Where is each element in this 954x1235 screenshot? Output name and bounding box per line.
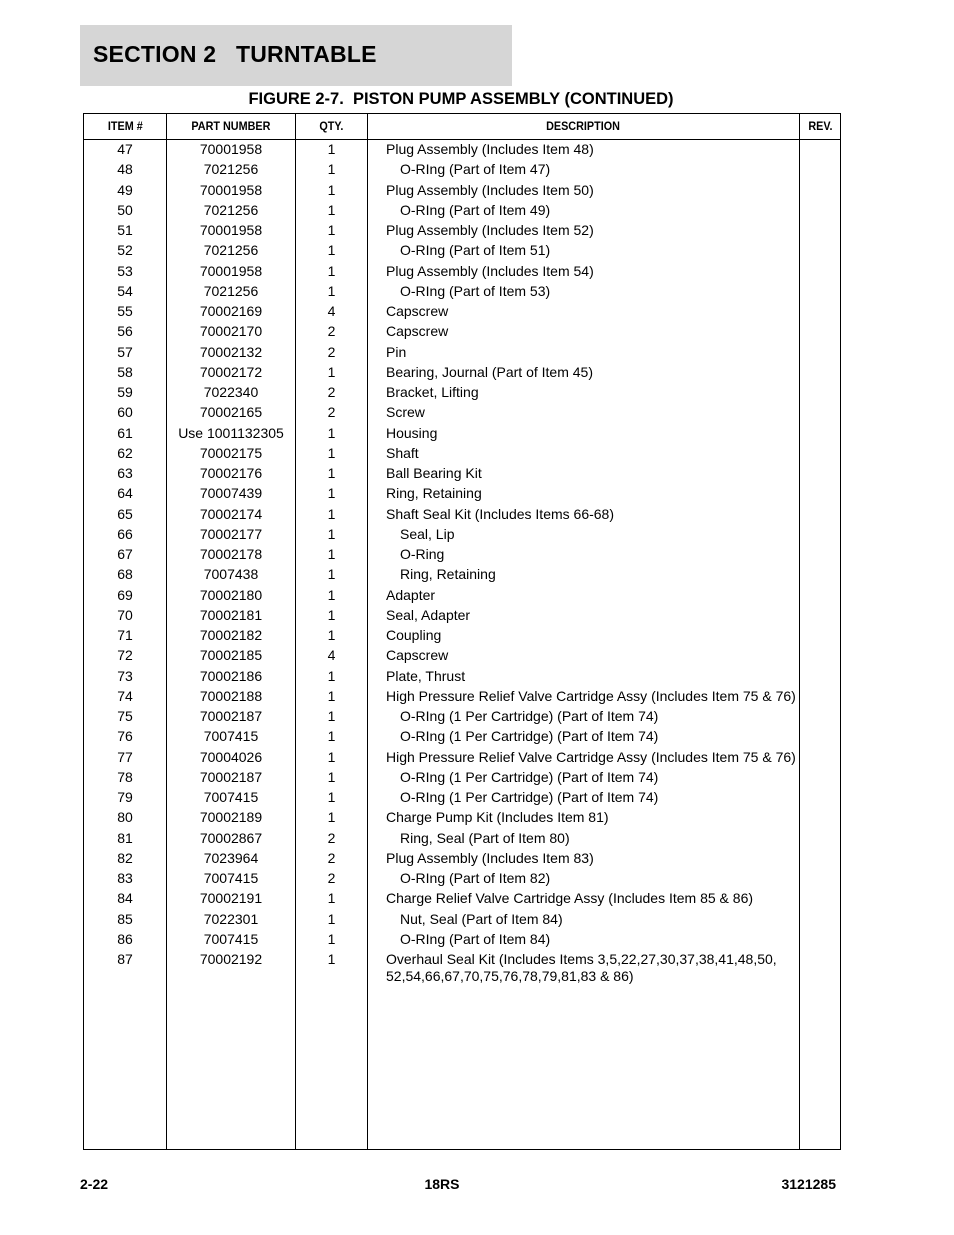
- table-row: [84, 464, 840, 484]
- part-number: 70002178: [199, 546, 263, 562]
- quantity: 1: [327, 424, 336, 441]
- part-number: 7021256: [203, 242, 259, 259]
- description: Adapter: [386, 586, 436, 603]
- quantity: 1: [327, 627, 336, 643]
- description: Seal, Adapter: [386, 606, 471, 623]
- item-number: 87: [117, 951, 133, 967]
- part-number: 7022301: [203, 910, 259, 927]
- description: O-Ring: [400, 546, 445, 562]
- table-row: [84, 788, 840, 808]
- item-number: 75: [117, 708, 133, 724]
- description: O-RIng (1 Per Cartridge) (Part of Item 74): [400, 789, 659, 805]
- quantity: 1: [327, 748, 336, 765]
- quantity: 1: [327, 667, 336, 684]
- item-number: 49: [117, 181, 133, 198]
- part-number: 7022340: [203, 384, 259, 400]
- description: Seal, Lip: [400, 525, 455, 542]
- item-number: 60: [117, 404, 133, 421]
- item-number: 56: [117, 323, 133, 340]
- table-row: [84, 869, 840, 889]
- table-row: [84, 181, 840, 201]
- section-title: SECTION 2 TURNTABLE: [93, 41, 377, 67]
- table-body: [84, 140, 840, 986]
- item-number: 70: [117, 606, 133, 623]
- item-number: 48: [117, 161, 133, 178]
- table-row: [84, 160, 840, 180]
- item-number: 82: [117, 849, 133, 866]
- table-row: [84, 241, 840, 261]
- table-row: [84, 707, 840, 727]
- item-number: 81: [117, 829, 133, 846]
- table-row: [84, 140, 840, 160]
- part-number: 7007415: [203, 789, 259, 805]
- quantity: 1: [327, 546, 336, 562]
- part-number: 70002175: [199, 444, 263, 461]
- document-number: 3121285: [781, 1176, 836, 1192]
- table-row: [84, 403, 840, 423]
- description: Charge Relief Valve Cartridge Assy (Includes Item 85 & 86): [386, 890, 754, 907]
- description: Plug Assembly (Includes Item 52): [386, 222, 594, 238]
- item-number: 51: [117, 222, 133, 238]
- table-row: [84, 586, 840, 606]
- part-number: 7023964: [203, 849, 259, 866]
- quantity: 2: [327, 849, 336, 866]
- description: High Pressure Relief Valve Cartridge Assy (Includes Item 75 & 76): [386, 687, 796, 704]
- description: O-RIng (1 Per Cartridge) (Part of Item 74): [400, 728, 659, 745]
- table-row: [84, 484, 840, 504]
- part-number: 70002170: [199, 323, 263, 340]
- description: Bracket, Lifting: [386, 384, 479, 400]
- description: O-RIng (Part of Item 53): [400, 282, 551, 299]
- part-number: 70002189: [199, 809, 263, 826]
- table-row: [84, 525, 840, 545]
- part-number: 70002182: [199, 627, 263, 643]
- description: Capscrew: [386, 647, 449, 664]
- part-number: 70001958: [199, 222, 263, 238]
- quantity: 4: [327, 647, 336, 664]
- table-row: [84, 829, 840, 849]
- quantity: 1: [327, 363, 336, 380]
- part-number: 70002174: [199, 505, 263, 522]
- item-number: 69: [117, 586, 133, 603]
- item-number: 71: [117, 627, 133, 643]
- item-number: 79: [117, 789, 133, 805]
- part-number: 70002177: [199, 525, 263, 542]
- part-number: 70002180: [199, 586, 263, 603]
- description: O-RIng (Part of Item 49): [400, 201, 551, 218]
- quantity: 1: [327, 161, 336, 178]
- table-row: [84, 262, 840, 282]
- quantity: 2: [327, 384, 336, 400]
- description: Ring, Retaining: [386, 485, 482, 502]
- part-number: 70002188: [199, 687, 263, 704]
- quantity: 1: [327, 566, 336, 583]
- quantity: 2: [327, 829, 336, 846]
- part-number: 70002192: [199, 951, 263, 967]
- quantity: 1: [327, 141, 336, 157]
- part-number: 70004026: [199, 748, 263, 765]
- quantity: 1: [327, 708, 336, 724]
- item-number: 84: [117, 890, 133, 907]
- item-number: 58: [117, 363, 133, 380]
- table-row: [84, 930, 840, 950]
- item-number: 61: [117, 424, 133, 441]
- part-number: 70002191: [199, 890, 263, 907]
- table-row: [84, 849, 840, 869]
- item-number: 50: [117, 201, 133, 218]
- table-row: [84, 343, 840, 363]
- description: Ring, Seal (Part of Item 80): [400, 829, 570, 846]
- description: Capscrew: [386, 303, 449, 319]
- quantity: 1: [327, 505, 336, 522]
- item-number: 80: [117, 809, 133, 826]
- part-number: Use 1001132305: [178, 424, 284, 441]
- item-number: 59: [117, 384, 133, 400]
- description: Coupling: [386, 627, 442, 643]
- table-row: [84, 626, 840, 646]
- quantity: 1: [327, 181, 336, 198]
- header-description: DESCRIPTION: [546, 119, 621, 133]
- part-number: 70002185: [199, 647, 263, 664]
- table-row: [84, 889, 840, 909]
- quantity: 1: [327, 930, 336, 947]
- description: Plug Assembly (Includes Item 83): [386, 849, 594, 866]
- quantity: 1: [327, 728, 336, 745]
- quantity: 1: [327, 789, 336, 805]
- quantity: 2: [327, 323, 336, 340]
- quantity: 1: [327, 444, 336, 461]
- description: Ball Bearing Kit: [386, 465, 482, 481]
- part-number: 7021256: [203, 161, 259, 178]
- description: Plug Assembly (Includes Item 48): [386, 141, 594, 157]
- description: Housing: [386, 424, 438, 441]
- section-banner: [80, 25, 512, 86]
- description: Bearing, Journal (Part of Item 45): [386, 363, 593, 380]
- description: O-RIng (1 Per Cartridge) (Part of Item 74): [400, 768, 659, 785]
- item-number: 74: [117, 687, 133, 704]
- quantity: 2: [327, 404, 336, 421]
- item-number: 52: [117, 242, 133, 259]
- quantity: 2: [327, 870, 336, 886]
- part-number: 70002165: [199, 404, 263, 421]
- item-number: 78: [117, 768, 133, 785]
- table-row: [84, 646, 840, 666]
- table-row: [84, 748, 840, 768]
- part-number: 70001958: [199, 262, 263, 279]
- description: Ring, Retaining: [400, 566, 496, 583]
- table-row: [84, 505, 840, 525]
- quantity: 1: [327, 201, 336, 218]
- item-number: 67: [117, 546, 133, 562]
- item-number: 64: [117, 485, 133, 502]
- quantity: 1: [327, 768, 336, 785]
- table-row: [84, 282, 840, 302]
- quantity: 1: [327, 809, 336, 826]
- header-qty: QTY.: [319, 119, 344, 133]
- part-number: 70002181: [199, 606, 263, 623]
- part-number: 70002187: [199, 768, 263, 785]
- quantity: 1: [327, 910, 336, 927]
- parts-table: [83, 113, 841, 1150]
- table-row: [84, 687, 840, 707]
- figure-title: FIGURE 2-7. PISTON PUMP ASSEMBLY (CONTINUED): [248, 90, 674, 108]
- table-row: [84, 950, 840, 986]
- quantity: 1: [327, 465, 336, 481]
- table-row: [84, 910, 840, 930]
- description: Plug Assembly (Includes Item 54): [386, 262, 594, 279]
- description: O-RIng (Part of Item 82): [400, 870, 551, 886]
- quantity: 1: [327, 687, 336, 704]
- description: High Pressure Relief Valve Cartridge Assy (Includes Item 75 & 76): [386, 748, 796, 765]
- item-number: 53: [117, 262, 133, 279]
- part-number: 70001958: [199, 181, 263, 198]
- part-number: 7007415: [203, 930, 259, 947]
- header-item: ITEM #: [107, 119, 143, 133]
- item-number: 73: [117, 667, 133, 684]
- description: Screw: [386, 404, 425, 421]
- table-row: [84, 201, 840, 221]
- header-rev: REV.: [807, 119, 833, 133]
- item-number: 85: [117, 910, 133, 927]
- table-row: [84, 444, 840, 464]
- item-number: 86: [117, 930, 133, 947]
- description: Capscrew: [386, 323, 449, 340]
- part-number: 70007439: [199, 485, 263, 502]
- item-number: 68: [117, 566, 133, 583]
- part-number: 7007415: [203, 728, 259, 745]
- item-number: 63: [117, 465, 133, 481]
- quantity: 1: [327, 951, 336, 967]
- description: Pin: [386, 343, 407, 360]
- part-number: 7007438: [203, 566, 259, 583]
- quantity: 1: [327, 586, 336, 603]
- description: O-RIng (Part of Item 51): [400, 242, 551, 259]
- item-number: 77: [117, 748, 133, 765]
- description: Charge Pump Kit (Includes Item 81): [386, 809, 609, 826]
- quantity: 1: [327, 222, 336, 238]
- table-row: [84, 221, 840, 241]
- table-row: [84, 727, 840, 747]
- table-row: [84, 302, 840, 322]
- table-row: [84, 565, 840, 585]
- description: Overhaul Seal Kit (Includes Items 3,5,22,27,30,37,38,41,48,50, 52,54,66,67,70,75,76,78,79,81,83 & 86): [386, 951, 777, 984]
- item-number: 65: [117, 505, 133, 522]
- description: O-RIng (Part of Item 84): [400, 930, 551, 947]
- quantity: 4: [327, 303, 336, 319]
- part-number: 70002132: [199, 343, 263, 360]
- description: Plug Assembly (Includes Item 50): [386, 181, 594, 198]
- header-part-number: PART NUMBER: [191, 119, 271, 133]
- item-number: 76: [117, 728, 133, 745]
- quantity: 1: [327, 525, 336, 542]
- part-number: 7021256: [203, 282, 259, 299]
- table-row: [84, 606, 840, 626]
- quantity: 1: [327, 262, 336, 279]
- table-row: [84, 322, 840, 342]
- description: Shaft Seal Kit (Includes Items 66-68): [386, 505, 614, 522]
- item-number: 47: [117, 141, 133, 157]
- quantity: 1: [327, 890, 336, 907]
- item-number: 55: [117, 303, 133, 319]
- item-number: 66: [117, 525, 133, 542]
- table-row: [84, 667, 840, 687]
- page-number: 2-22: [80, 1176, 109, 1192]
- table-row: [84, 808, 840, 828]
- quantity: 1: [327, 282, 336, 299]
- quantity: 1: [327, 606, 336, 623]
- part-number: 70002176: [199, 465, 263, 481]
- description: Shaft: [386, 444, 419, 461]
- table-row: [84, 424, 840, 444]
- quantity: 1: [327, 242, 336, 259]
- part-number: 70002187: [199, 708, 263, 724]
- description: O-RIng (1 Per Cartridge) (Part of Item 74): [400, 708, 659, 724]
- table-row: [84, 545, 840, 565]
- part-number: 70002169: [199, 303, 263, 319]
- table-row: [84, 383, 840, 403]
- quantity: 2: [327, 343, 336, 360]
- item-number: 54: [117, 282, 133, 299]
- part-number: 70002867: [199, 829, 263, 846]
- table-row: [84, 363, 840, 383]
- table-row: [84, 768, 840, 788]
- description: O-RIng (Part of Item 47): [400, 161, 551, 178]
- description: Nut, Seal (Part of Item 84): [400, 910, 563, 927]
- item-number: 57: [117, 343, 133, 360]
- part-number: 70001958: [199, 141, 263, 157]
- item-number: 83: [117, 870, 133, 886]
- description: Plate, Thrust: [386, 667, 466, 684]
- quantity: 1: [327, 485, 336, 502]
- part-number: 7021256: [203, 201, 259, 218]
- item-number: 62: [117, 444, 133, 461]
- part-number: 70002186: [199, 667, 263, 684]
- part-number: 70002172: [199, 363, 263, 380]
- item-number: 72: [117, 647, 133, 664]
- part-number: 7007415: [203, 870, 259, 886]
- model-name: 18RS: [424, 1176, 460, 1192]
